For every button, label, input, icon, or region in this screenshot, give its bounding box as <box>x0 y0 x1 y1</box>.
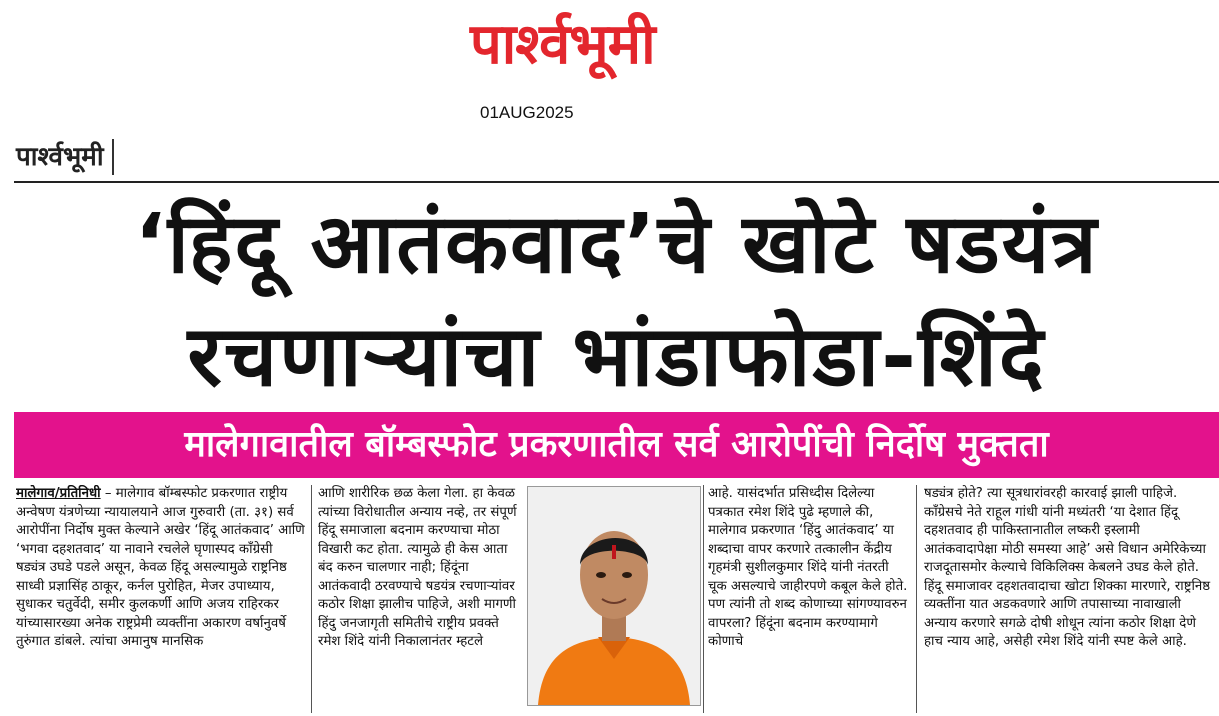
article-text-2: आणि शारीरिक छळ केला गेला. हा केवळ त्यांच्या विरोधातील अन्याय नव्हे, तर संपूर्ण हिंदू समाजाला बदनाम करण्याचा मोठा विखारी कट होता. त्यामुळे ही केस आता बंद करुन चालणार नाही; हिंदूंना आतंकवादी ठरवण्याचे षडयंत्र रचणाऱ्यांवर कठोर शिक्षा झालीच पाहिजे, अशी मागणी हिंदु जनजागृती समितीचे राष्ट्रीय प्रवक्ते रमेश शिंदे यांनी निकालानंतर म्हटले <box>318 486 517 649</box>
portrait-illustration <box>528 487 700 705</box>
issue-date: 01AUG2025 <box>480 103 574 122</box>
article-dateline: मालेगाव/प्रतिनिधी <box>16 486 101 501</box>
article-column-2 <box>318 485 520 711</box>
masthead-logo: पार्श्वभूमी <box>470 12 655 77</box>
headline-line-1: ‘हिंदू आतंकवाद’चे खोटे षडयंत्र <box>134 197 1099 292</box>
article-text-1: – मालेगाव बॉम्बस्फोट प्रकरणात राष्ट्रीय अन्वेषण यंत्रणेच्या न्यायालयाने आज गुरुवारी (ता. ३१) सर्व आरोपींना निर्दोष मुक्त केल्याने अखेर ‘हिंदू आतंकवाद’ आणि ‘भगवा दहशतवाद’ या नावाने रचलेले घृणास्पद कॉंग्रेसी षड्यंत्र उघडे पडले असून, केवळ हिंदू असल्यामुळे राष्ट्रनिष्ठ साध्वी प्रज्ञासिंह ठाकूर, कर्नल पुरोहित, मेजर उपाध्याय, सुधाकर चतुर्वेदी, समीर कुलकर्णी आणि अजय राहिरकर यांच्यासारख्या अनेक राष्ट्रप्रेमी व्यक्तींना अकारण वर्षानुवर्षे तुरुंगात डांबले. त्यांचा अमानुष मानसिक <box>16 486 305 649</box>
section-tag: पार्श्वभूमी <box>16 139 114 175</box>
article-column-3 <box>708 485 908 711</box>
article-column-4 <box>924 485 1212 711</box>
headline-line-2: रचणाऱ्यांचा भांडाफोडा-शिंदे <box>187 307 1046 405</box>
person-photo <box>527 486 701 706</box>
column-divider <box>703 485 704 713</box>
subheadline-banner: मालेगावातील बॉम्बस्फोट प्रकरणातील सर्व आरोपींची निर्दोष मुक्तता <box>14 412 1219 478</box>
article-column-1 <box>16 485 306 711</box>
article-text-4: षड्यंत्र होते? त्या सूत्रधारांवरही कारवाई झाली पाहिजे. कॉंग्रेसचे नेते राहूल गांधी यांनी मध्यंतरी ‘या देशात हिंदू दहशतवाद ही पाकिस्तानातील लष्करी इस्लामी आतंकवादापेक्षा मोठी समस्या आहे’ असे विधान अमेरिकेच्या राजदूतासमोर केल्याचे विकिलिक्स केबलने उघड केले होते. हिंदू समाजावर दहशतवादाचा खोटा शिक्का मारणारे, राष्ट्रनिष्ठ व्यक्तींना यात अडकवणारे आणि तपासाच्या नावाखाली अन्याय करणारे सगळे दोषी शोधून त्यांना कठोर शिक्षा देणे हाच न्याय आहे, असेही रमेश शिंदे यांनी स्पष्ट केले आहे. <box>924 486 1211 649</box>
article-text-3: आहे. यासंदर्भात प्रसिध्दीस दिलेल्या पत्रकात रमेश शिंदे पुढे म्हणाले की, मालेगाव प्रकरणात ‘हिंदु आतंकवाद’ या शब्दाचा वापर करणारे तत्कालीन केंद्रीय गृहमंत्री सुशीलकुमार शिंदे यांनी नंतरती चूक असल्याचे जाहीरपणे कबूल केले होते. पण त्यांनी तो शब्द कोणाच्या सांगण्यावरुन वापरला? हिंदूंना बदनाम करण्यामागे कोणाचे <box>708 486 908 649</box>
top-rule <box>14 181 1219 183</box>
column-divider <box>311 485 312 713</box>
column-divider <box>916 485 917 713</box>
